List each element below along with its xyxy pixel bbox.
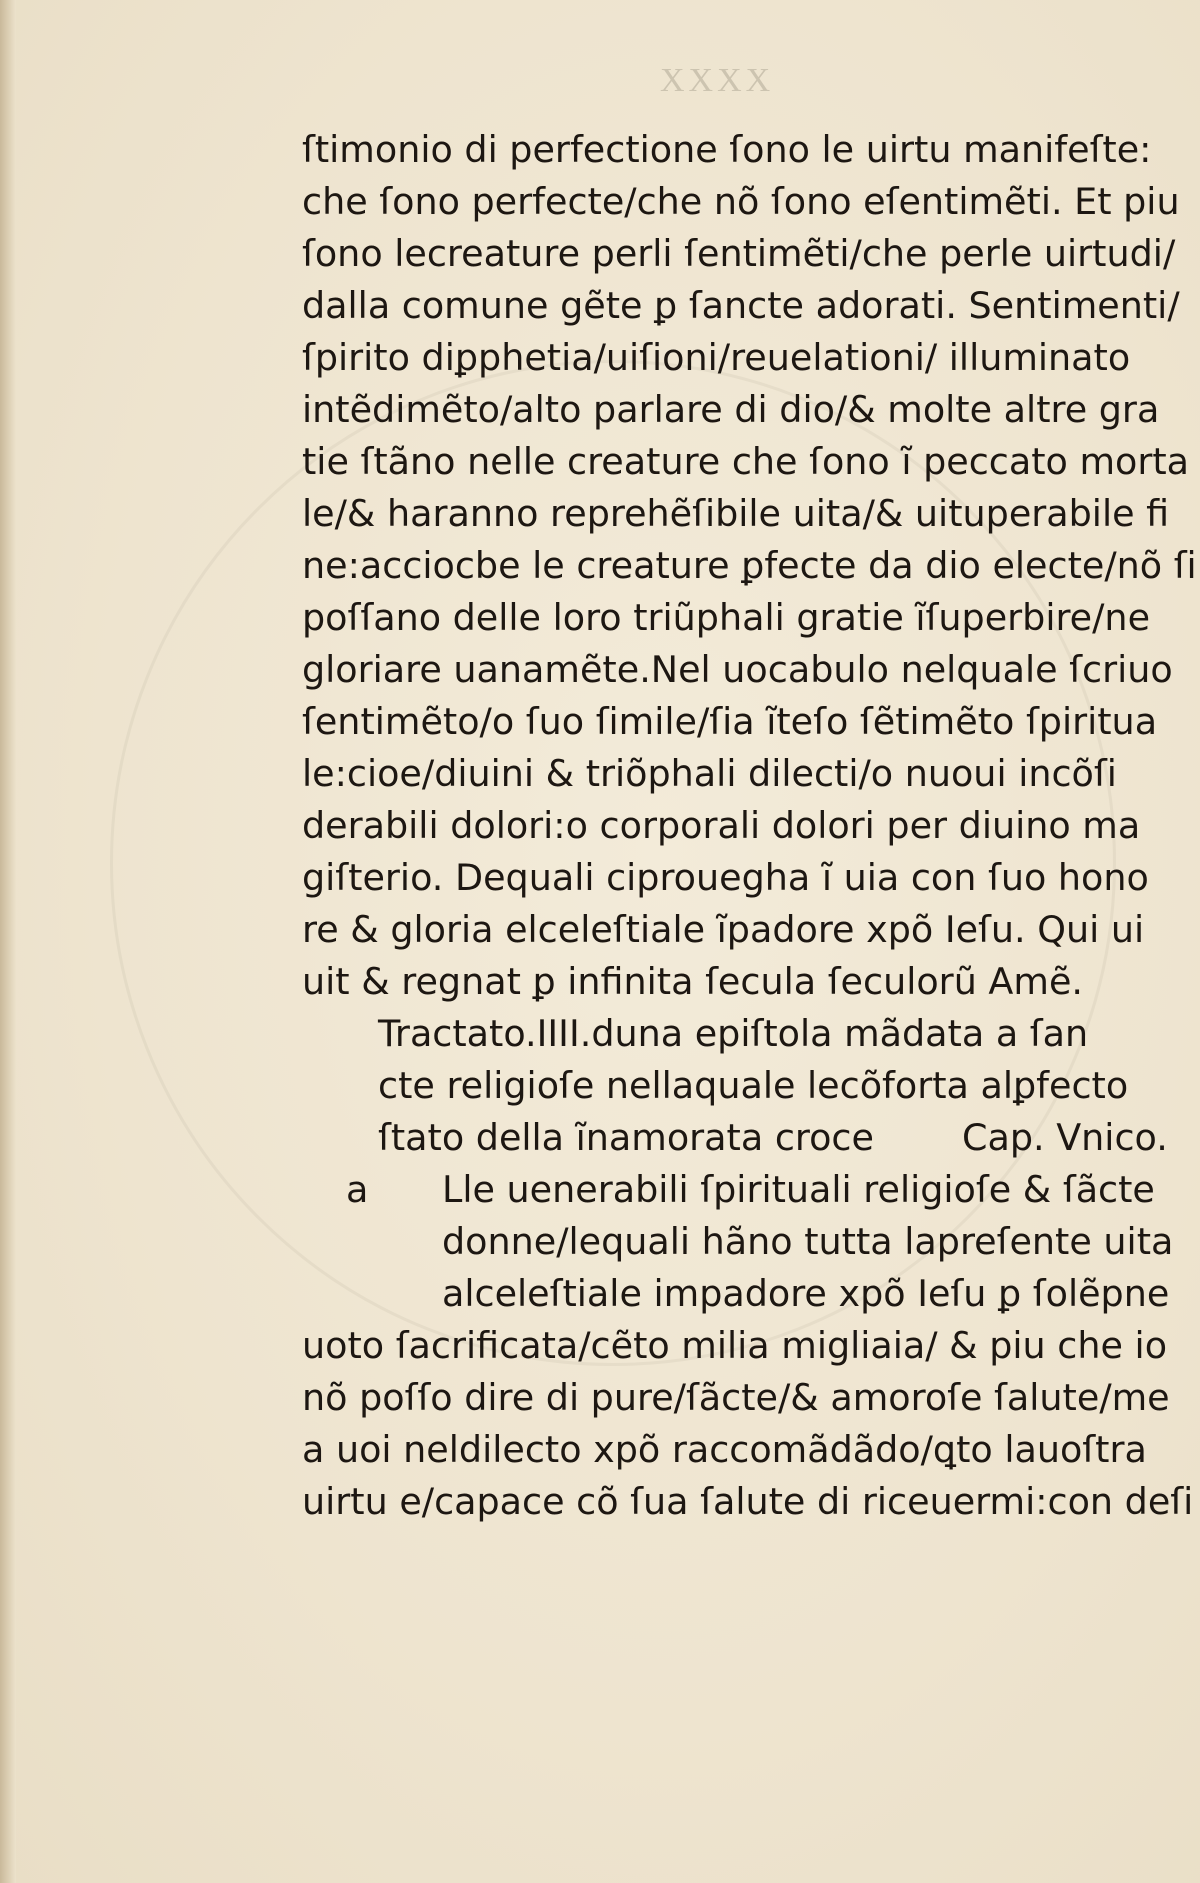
heading-line: Tractato.IIII.duna epiſtola mãdata a ſan — [378, 1012, 1089, 1055]
text-line: uirtu e/capace cõ ſua ſalute di riceuermi:con deſi — [302, 1480, 1194, 1523]
text-line: dalla comune gẽte ꝑ ſancte adorati. Sentimenti/ — [302, 284, 1180, 327]
folio-mark: XXXX — [660, 62, 775, 99]
text-line: ne:acciocbe le creature ꝑfecte da dio electe/nõ ſi — [302, 544, 1197, 587]
text-line: che ſono perfecte/che nõ ſono eſentimẽti. Et piu — [302, 180, 1180, 223]
indented-line: donne/lequali hãno tutta lapreſente uita — [442, 1220, 1174, 1263]
text-line: nõ poſſo dire di pure/ſãcte/& amoroſe ſalute/me — [302, 1376, 1170, 1419]
text-line: ſpirito diꝑphetia/uiſioni/reuelationi/ illuminato — [302, 336, 1131, 379]
text-line: re & gloria elceleſtiale ĩpadore xpõ Ieſu. Qui ui — [302, 908, 1145, 951]
guide-letter: a — [346, 1168, 369, 1211]
indented-line: alceleſtiale impadore xpõ Ieſu ꝑ ſolẽpne — [442, 1272, 1170, 1315]
heading-line: cte religioſe nellaquale lecõforta alꝑfecto — [378, 1064, 1129, 1107]
text-line: poſſano delle loro triũphali gratie ĩſuperbire/ne — [302, 596, 1151, 639]
text-line: intẽdimẽto/alto parlare di dio/& molte altre gra — [302, 388, 1160, 431]
chapter-label: Cap. Vnico. — [961, 1116, 1168, 1159]
text-line: derabili dolori:o corporali dolori per diuino ma — [302, 804, 1141, 847]
text-line: gloriare uanamẽte.Nel uocabulo nelquale ſcriuo — [302, 648, 1173, 691]
page-gutter-shadow — [0, 0, 16, 1883]
text-line: ſono lecreature perli ſentimẽti/che perle uirtudi/ — [302, 232, 1176, 275]
text-line: ſentimẽto/o ſuo ſimile/ſia ĩteſo ſẽtimẽto ſpiritua — [302, 700, 1158, 743]
text-line: le/& haranno reprehẽſibile uita/& uituperabile fi — [302, 492, 1170, 535]
text-line: giſterio. Dequali ciprouegha ĩ uia con ſuo hono — [302, 856, 1149, 899]
text-line: tie ſtãno nelle creature che ſono ĩ peccato morta — [302, 440, 1190, 483]
opening-text: Lle uenerabili ſpirituali religioſe & ſãcte — [442, 1168, 1155, 1211]
section-opening-line — [302, 1164, 1155, 1216]
text-line: uit & regnat ꝑ infinita ſecula ſeculorũ Amẽ. — [302, 960, 1084, 1003]
text-line: ſtimonio di perfectione ſono le uirtu manifeſte: — [302, 128, 1152, 171]
heading-line-last — [302, 1112, 1168, 1164]
heading-text: ſtato della ĩnamorata croce — [378, 1116, 874, 1159]
text-line: le:cioe/diuini & triõphali dilecti/o nuoui incõſi — [302, 752, 1117, 795]
text-block — [302, 124, 1197, 1528]
text-line: a uoi neldilecto xpõ raccomãdãdo/ꝗto lauoſtra — [302, 1428, 1147, 1471]
text-line: uoto ſacrificata/cẽto milia migliaia/ & piu che io — [302, 1324, 1168, 1367]
